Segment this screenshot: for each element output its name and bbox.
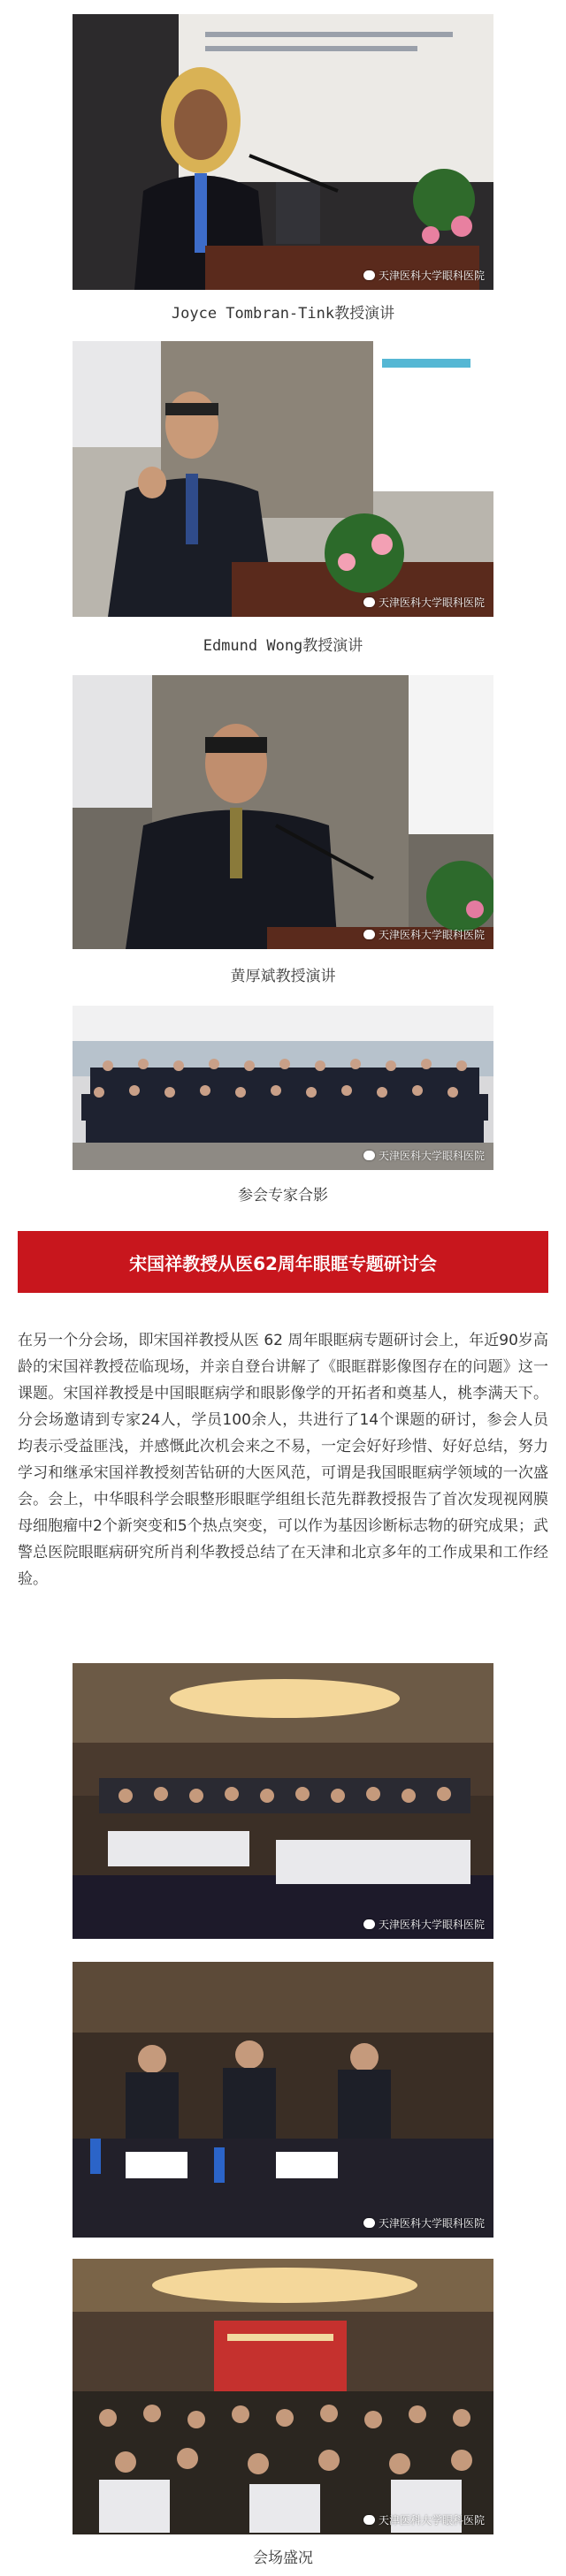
watermark: 天津医科大学眼科医院 [363,2215,485,2230]
photo-4-scene [73,1006,493,1170]
wechat-icon [363,597,375,607]
caption-3: 黄厚斌教授演讲 [230,968,336,985]
wechat-icon [363,1919,375,1929]
watermark: 天津医科大学眼科医院 [363,268,485,283]
photo-1-scene [73,14,493,290]
wechat-icon [363,2218,375,2228]
wechat-icon [363,270,375,280]
photo-huang-houbin [73,675,493,949]
photo-joyce-tombran-tink [73,14,493,290]
wechat-icon [363,930,375,939]
photo-edmund-wong [73,341,493,617]
caption-1: Joyce Tombran-Tink教授演讲 [171,305,395,323]
photo-6-scene [73,1962,493,2238]
caption-2: Edmund Wong教授演讲 [203,637,363,655]
photo-3-scene [73,675,493,949]
caption-final: 会场盛况 [253,2549,313,2567]
wechat-icon [363,2515,375,2525]
photo-group [73,1006,493,1170]
photo-conference-hall-2 [73,1962,493,2238]
section-banner: 宋国祥教授从医62周年眼眶专题研讨会 [18,1231,548,1293]
wechat-icon [363,1151,375,1160]
photo-conference-hall-1 [73,1663,493,1939]
watermark: 天津医科大学眼科医院 [363,1148,485,1163]
watermark: 天津医科大学眼科医院 [363,595,485,610]
article-paragraph: 在另一个分会场，即宋国祥教授从医 62 周年眼眶病专题研讨会上，年近90岁高龄的宋国祥教授莅临现场，并亲自登台讲解了《眼眶群影像图存在的问题》这一课题。宋国祥教授是中国眼眶病学和眼影像学的开拓者和奠基人，桃李满天下。分会场邀请到专家24人，学员100余人，共进行了14个课题的研讨，参会人员均表示受益匪浅，并感慨此次机会来之不易，一定会好好珍惜、好好总结，努力学习和继承宋国祥教授刻苦钻研的大医风范，可谓是我国眼眶病学领域的一次盛会。会上，中华眼科学会眼整形眼眶学组组长范先群教授报告了首次发现视网膜母细胞瘤中2个新突变和5个热点突变，可以作为基因诊断标志物的研究成果；武警总医院眼眶病研究所肖利华教授总结了在天津和北京多年的工作成果和工作经验。 [18,1332,548,1588]
photo-conference-hall-3 [73,2259,493,2534]
watermark: 天津医科大学眼科医院 [363,1917,485,1932]
photo-7-scene [73,2259,493,2534]
photo-2-scene [73,341,493,617]
watermark: 天津医科大学眼科医院 [363,927,485,942]
caption-4: 参会专家合影 [238,1187,328,1204]
photo-5-scene [73,1663,493,1939]
watermark: 天津医科大学眼科医院 [363,2512,485,2527]
